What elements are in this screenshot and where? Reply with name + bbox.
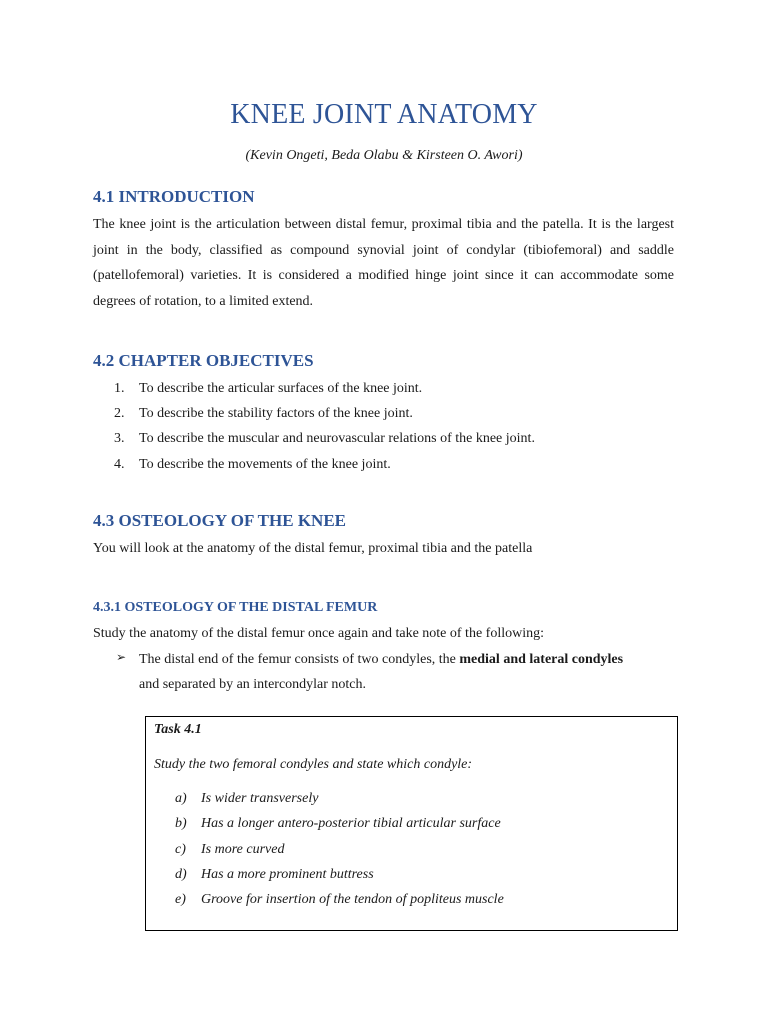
introduction-paragraph: The knee joint is the articulation between distal femur, proximal tibia and the patella. It is the largest joint in the body, classified as compound synovial joint of condylar (tibiofemoral) and saddle (patellofemoral) varieties. It is considered a modified hinge joint since it can accommodate some degrees of rotation, to a limited extend. [93, 217, 674, 310]
authors-line: (Kevin Ongeti, Beda Olabu & Kirsteen O. Awori) [245, 148, 523, 163]
task-item-letter: d) [175, 867, 187, 882]
task-item-text: Is wider transversely [201, 791, 319, 806]
task-item-text: Has a longer antero-posterior tibial articular surface [201, 816, 501, 831]
objective-text: To describe the articular surfaces of the knee joint. [139, 381, 423, 396]
objective-text: To describe the muscular and neurovascular relations of the knee joint. [139, 431, 535, 446]
objective-number: 4. [114, 457, 125, 472]
task-item-text: Groove for insertion of the tendon of popliteus muscle [201, 892, 504, 907]
introduction-heading: 4.1 INTRODUCTION [93, 187, 255, 206]
objective-text: To describe the movements of the knee joint. [139, 457, 391, 472]
bullet-line-1 [139, 652, 676, 668]
bullet-line-2: and separated by an intercondylar notch. [139, 677, 367, 692]
task-item-letter: a) [175, 791, 187, 806]
objective-number: 3. [114, 431, 125, 446]
bullet-text: The distal end of the femur consists of two condyles, the [139, 652, 460, 667]
task-item-text: Is more curved [201, 842, 285, 857]
osteology-heading: 4.3 OSTEOLOGY OF THE KNEE [93, 511, 347, 530]
task-item-letter: c) [175, 842, 186, 857]
task-item-letter: e) [175, 892, 186, 907]
task-item-text: Has a more prominent buttress [201, 867, 374, 882]
arrow-bullet-icon: ➢ [116, 650, 127, 664]
objective-number: 1. [114, 381, 125, 396]
bullet-bold-text: medial and lateral condyles [459, 652, 624, 667]
document-title: KNEE JOINT ANATOMY [230, 99, 538, 130]
task-title: Task 4.1 [154, 722, 202, 737]
task-prompt: Study the two femoral condyles and state which condyle: [154, 757, 473, 772]
objectives-heading: 4.2 CHAPTER OBJECTIVES [93, 351, 314, 370]
distal-femur-heading: 4.3.1 OSTEOLOGY OF THE DISTAL FEMUR [93, 600, 378, 615]
objective-number: 2. [114, 406, 125, 421]
objective-text: To describe the stability factors of the knee joint. [139, 406, 413, 421]
distal-femur-intro: Study the anatomy of the distal femur once again and take note of the following: [93, 626, 544, 641]
task-item-letter: b) [175, 816, 187, 831]
osteology-text: You will look at the anatomy of the distal femur, proximal tibia and the patella [93, 541, 533, 556]
